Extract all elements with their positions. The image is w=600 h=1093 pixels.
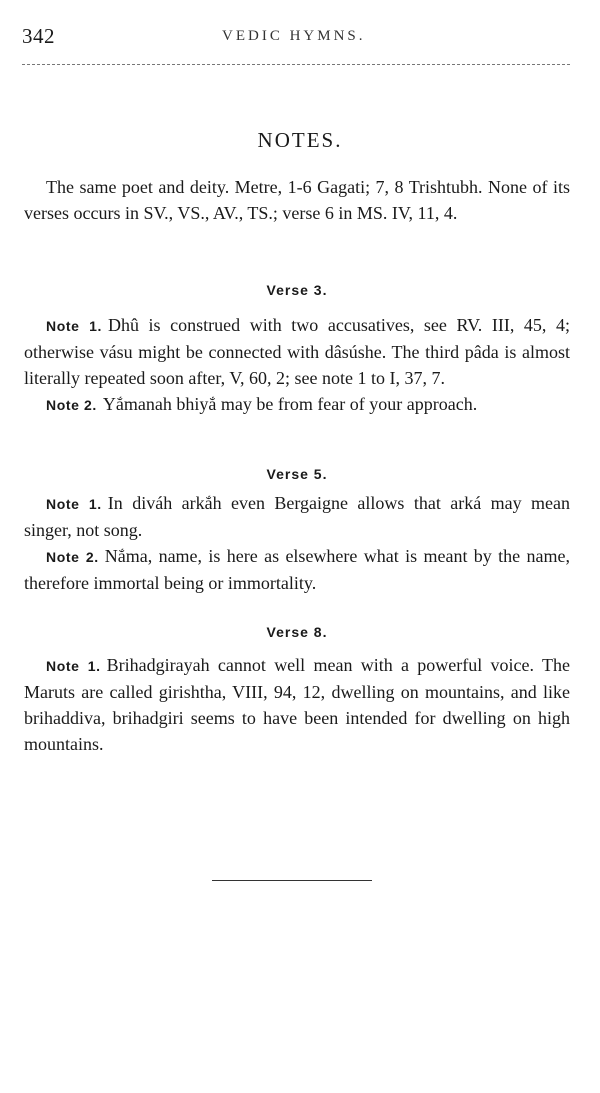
notes-heading: NOTES.: [257, 128, 343, 152]
note-text: Yắmanah bhiyắ may be from fear of your approach.: [102, 394, 478, 414]
note-text: Brihadgirayah cannot well mean with a powerful voice. The Maruts are called girishtha, VIII, 94, 12, dwelling on mountains, and like brihaddiva, brihadgiri seems to have been intended for dwelling on high mountains.: [24, 655, 570, 754]
note-label: Note 1.: [46, 658, 101, 674]
note-label: Note 2.: [46, 397, 97, 413]
note-label: Note 1.: [46, 496, 102, 512]
section-verse-8: [24, 624, 570, 757]
note-paragraph: [24, 652, 570, 757]
section-verse-5: [24, 466, 570, 596]
note-text: Dhû is construed with two accusatives, see RV. III, 45, 4; otherwise vásu might be connected with dâsúshe. The third pâda is almost literally repeated soon after, V, 60, 2; see note 1 to I, 37, 7.: [24, 315, 570, 388]
intro-block: [24, 174, 570, 226]
verse-heading: Verse 8.: [266, 624, 328, 640]
note-text: Nắma, name, is here as elsewhere what is meant by the name, therefore immortal being or immortality.: [24, 546, 570, 593]
header-rule: [22, 64, 570, 65]
running-title: VEDIC HYMNS.: [222, 28, 366, 44]
note-paragraph: [24, 543, 570, 596]
note-label: Note 1.: [46, 318, 102, 334]
note-paragraph: [24, 490, 570, 543]
note-paragraph: [24, 391, 570, 418]
note-label: Note 2.: [46, 549, 99, 565]
section-verse-3: [24, 282, 570, 418]
page-number: 342: [22, 24, 55, 48]
note-paragraph: [24, 312, 570, 391]
intro-paragraph: The same poet and deity. Metre, 1-6 Gagati; 7, 8 Trishtubh. None of its verses occurs in SV., VS., AV., TS.; verse 6 in MS. IV, 11, 4.: [24, 177, 570, 223]
note-text: In diváh arkắh even Bergaigne allows that arká may mean singer, not song.: [24, 493, 570, 540]
end-rule: [212, 880, 372, 881]
verse-heading: Verse 5.: [266, 466, 328, 482]
verse-heading: Verse 3.: [266, 282, 328, 298]
running-head: [22, 24, 570, 48]
